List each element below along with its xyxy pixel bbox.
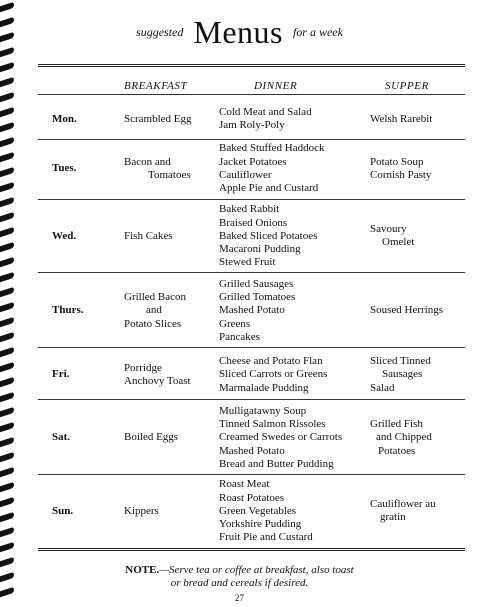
binding-coil [0, 467, 14, 478]
breakfast-cell [124, 505, 159, 518]
breakfast-item: Porridge [124, 361, 162, 374]
row-divider [38, 399, 465, 400]
binding-coil [0, 242, 14, 253]
binding-coil [0, 92, 14, 103]
spiral-binding [0, 0, 22, 607]
column-header-breakfast: BREAKFAST [124, 80, 188, 92]
supper-cell [370, 304, 443, 317]
row-divider [38, 474, 465, 475]
binding-coil [0, 317, 14, 328]
note-line-1: —Serve tea or coffee at breakfast, also toast [159, 564, 354, 576]
supper-item: Sausages [382, 368, 423, 381]
binding-coil [0, 377, 14, 388]
binding-coil [0, 62, 14, 73]
breakfast-item: Grilled Bacon [124, 291, 187, 304]
breakfast-item: Boiled Eggs [124, 431, 179, 444]
breakfast-cell [124, 362, 191, 389]
binding-coil [0, 452, 14, 463]
binding-coil [0, 182, 14, 193]
dinner-item: Sliced Carrots or Greens [219, 368, 328, 381]
dinner-item: Tinned Salmon Rissoles [219, 418, 326, 431]
breakfast-item: Fish Cakes [124, 229, 173, 242]
binding-coil [0, 302, 14, 313]
supper-item: Potato Soup [370, 155, 424, 168]
bottom-rule [38, 548, 465, 551]
column-header-dinner: DINNER [254, 80, 298, 92]
dinner-item: Mashed Potato [219, 444, 285, 457]
breakfast-item: Kippers [124, 504, 159, 517]
dinner-item: Jacket Potatoes [219, 155, 287, 168]
binding-coil [0, 152, 14, 163]
day-label: Wed. [52, 229, 77, 242]
day-label: Fri. [52, 368, 70, 380]
dinner-item: Mulligatawny Soup [219, 404, 307, 417]
row-divider [38, 347, 465, 348]
binding-coil [0, 497, 14, 508]
dinner-item: Baked Rabbit [219, 203, 280, 216]
binding-coil [0, 272, 14, 283]
page-number: 27 [235, 593, 244, 603]
title-suffix: for a week [292, 25, 343, 39]
binding-coil [0, 362, 14, 373]
binding-coil [0, 422, 14, 433]
binding-coil [0, 77, 14, 88]
supper-item: Omelet [382, 236, 415, 249]
binding-coil [0, 257, 14, 268]
supper-item: Cornish Pasty [370, 168, 432, 181]
supper-item: and Chipped [376, 431, 432, 444]
supper-item: Soused Herrings [370, 304, 444, 317]
note-label: NOTE. [125, 564, 160, 576]
binding-coil [0, 212, 14, 223]
dinner-item: Cauliflower [219, 168, 272, 181]
binding-coil [0, 347, 14, 358]
supper-cell [370, 223, 414, 250]
dinner-item: Fruit Pie and Custard [219, 531, 313, 544]
dinner-cell [219, 478, 313, 544]
supper-item: Grilled Fish [370, 418, 423, 431]
supper-item: Sliced Tinned [370, 355, 431, 368]
dinner-item: Cold Meat and Salad [219, 106, 312, 119]
dinner-item: Greens [219, 317, 251, 330]
binding-coil [0, 512, 14, 523]
breakfast-item: and [146, 304, 162, 317]
breakfast-item: Tomatoes [148, 168, 191, 181]
binding-coil [0, 542, 14, 553]
breakfast-cell [124, 291, 186, 331]
dinner-cell [219, 278, 295, 344]
dinner-item: Creamed Swedes or Carrots [219, 431, 343, 444]
day-label: Sat. [52, 431, 71, 443]
title-prefix: suggested [136, 25, 184, 39]
binding-coil [0, 527, 14, 538]
dinner-item: Roast Potatoes [219, 491, 285, 504]
breakfast-cell [124, 113, 192, 126]
binding-coil [0, 137, 14, 148]
dinner-cell [219, 203, 317, 269]
dinner-item: Grilled Tomatoes [219, 291, 296, 304]
supper-cell [370, 498, 436, 525]
dinner-item: Baked Stuffed Haddock [219, 142, 325, 155]
row-divider [38, 139, 465, 140]
dinner-cell [219, 355, 327, 395]
dinner-item: Macaroni Pudding [219, 243, 301, 256]
supper-item: Salad [370, 381, 395, 394]
supper-cell [370, 156, 431, 183]
dinner-item: Cheese and Potato Flan [219, 355, 323, 368]
dinner-item: Pancakes [219, 330, 260, 343]
supper-cell [370, 418, 432, 458]
dinner-item: Stewed Fruit [219, 256, 276, 269]
dinner-item: Grilled Sausages [219, 277, 294, 290]
supper-cell [370, 113, 432, 126]
binding-coil [0, 227, 14, 238]
day-label: Sun. [52, 504, 74, 517]
binding-coil [0, 122, 14, 133]
breakfast-cell [124, 431, 178, 444]
binding-coil [0, 332, 14, 343]
header-rule [38, 94, 465, 95]
binding-coil [0, 482, 14, 493]
dinner-item: Marmalade Pudding [219, 381, 309, 394]
dinner-item: Bread and Butter Pudding [219, 457, 334, 470]
dinner-item: Braised Onions [219, 216, 288, 229]
day-label: Mon. [52, 112, 77, 125]
breakfast-cell [124, 230, 173, 243]
breakfast-item: Scrambled Egg [124, 112, 192, 125]
day-label: Thurs. [52, 304, 84, 316]
dinner-cell [219, 142, 325, 195]
dinner-item: Roast Meat [219, 478, 270, 491]
binding-coil [0, 287, 14, 298]
dinner-item: Baked Sliced Potatoes [219, 229, 318, 242]
note-line-2: or bread and cereals if desired. [170, 577, 309, 589]
dinner-item: Green Vegetables [219, 504, 297, 517]
dinner-cell [219, 106, 312, 133]
breakfast-item: Bacon and [124, 155, 171, 168]
binding-coil [0, 437, 14, 448]
top-rule [38, 64, 465, 67]
breakfast-cell [124, 156, 191, 183]
binding-coil [0, 2, 14, 13]
dinner-item: Mashed Potato [219, 304, 285, 317]
binding-coil [0, 197, 14, 208]
binding-coil [0, 392, 14, 403]
row-divider [38, 272, 465, 273]
supper-cell [370, 355, 431, 395]
note [0, 564, 479, 590]
dinner-cell [219, 405, 342, 471]
binding-coil [0, 107, 14, 118]
column-header-supper: SUPPER [385, 80, 429, 92]
title-main: Menus [193, 14, 283, 50]
supper-item: Savoury [370, 223, 407, 236]
binding-coil [0, 167, 14, 178]
dinner-item: Apple Pie and Custard [219, 182, 319, 195]
dinner-item: Jam Roly-Poly [219, 119, 285, 132]
supper-item: Potatoes [378, 444, 416, 457]
breakfast-item: Potato Slices [124, 317, 182, 330]
binding-coil [0, 407, 14, 418]
day-label: Tues. [52, 162, 77, 174]
page-title [0, 14, 479, 51]
supper-item: Cauliflower au [370, 498, 436, 511]
dinner-item: Yorkshire Pudding [219, 518, 302, 531]
supper-item: Welsh Rarebit [370, 112, 433, 125]
breakfast-item: Anchovy Toast [124, 374, 191, 387]
row-divider [38, 199, 465, 200]
supper-item: gratin [380, 511, 406, 524]
